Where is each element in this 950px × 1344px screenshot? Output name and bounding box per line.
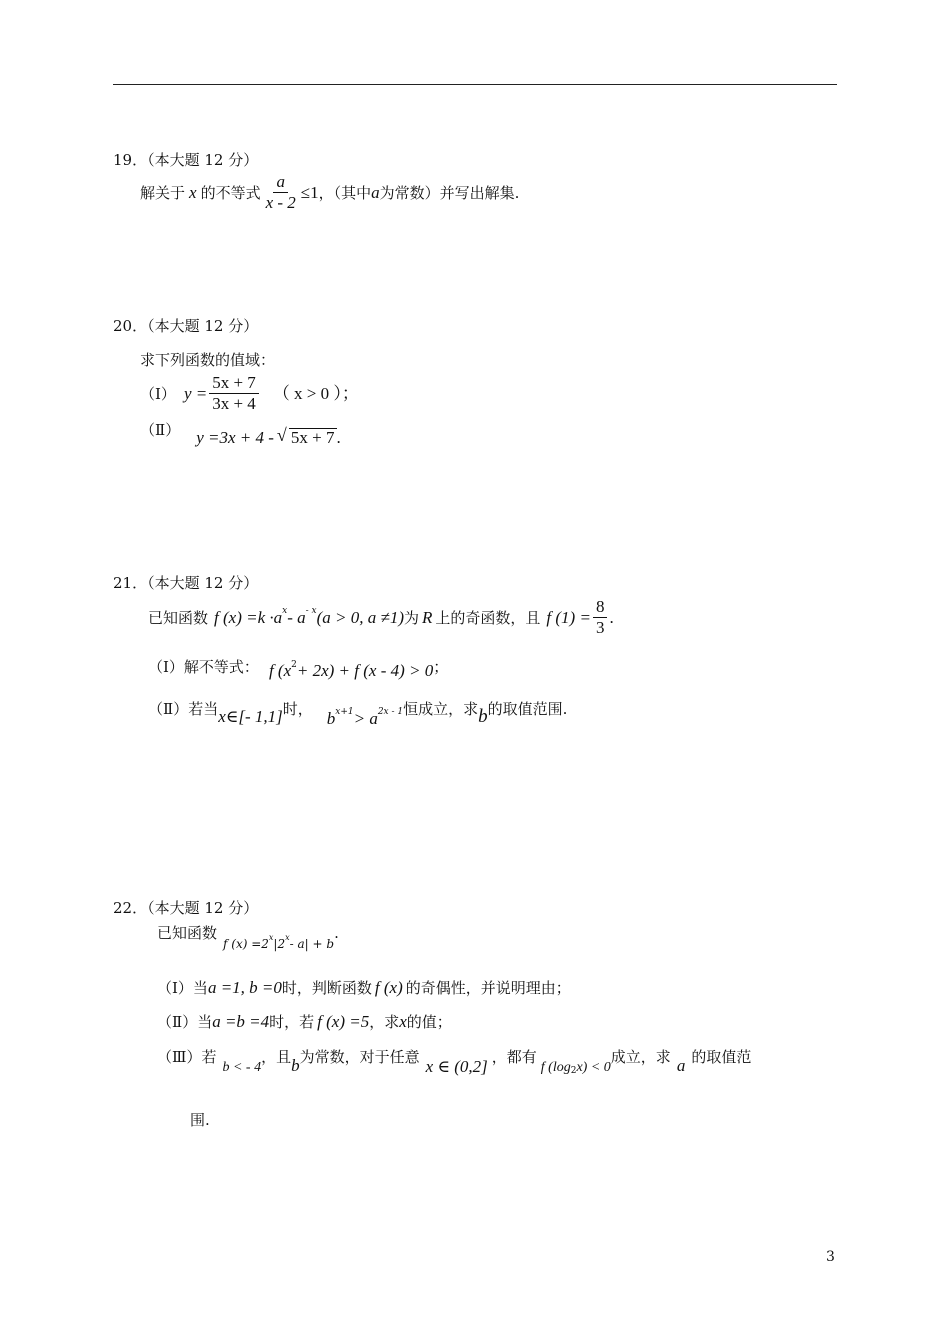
- q22-func: |2: [273, 937, 286, 951]
- q22-p2-cond: a =b =4: [212, 1012, 270, 1031]
- header-rule: [113, 84, 837, 85]
- q21-p1-expr: f (x: [268, 661, 292, 680]
- q22-p2-text: 的值；: [406, 1013, 452, 1031]
- q19-fraction: [263, 173, 299, 212]
- q22-func: - a| + b: [289, 937, 335, 951]
- q22-func-end: .: [334, 924, 339, 942]
- q22-p1-fx: f (x): [374, 978, 403, 997]
- q21-part2: [148, 699, 568, 728]
- q22-p2-var: x: [399, 1012, 407, 1031]
- q22-func: f (x) =2: [223, 937, 269, 951]
- q22-func-sup: x: [268, 933, 274, 942]
- q22-intro: [157, 923, 339, 951]
- q20-p1-num: 5x + 7: [209, 374, 259, 394]
- q21-p1-end: ；: [433, 658, 449, 676]
- q22-p2-label: （Ⅱ）当: [157, 1013, 213, 1031]
- q21-expr: - a: [287, 607, 306, 627]
- q22-func-sup: x: [285, 933, 290, 942]
- q21-p2-var: b: [478, 706, 488, 727]
- q19-var-x: x: [189, 182, 197, 202]
- q20-p2-expr: y =3x + 4 -: [196, 428, 274, 447]
- q22-p3-text: ，都有: [491, 1048, 537, 1066]
- q19-frac-num: a: [273, 173, 288, 193]
- q21-p1-sup: 2: [291, 660, 297, 670]
- q22-p3-var-b: b: [291, 1056, 300, 1075]
- q21-frac-num: 8: [593, 598, 608, 618]
- q19-relation: ≤1: [300, 182, 319, 202]
- q21-text: 上的奇函数，且: [435, 608, 541, 627]
- q22-p2-text: ，求: [369, 1013, 400, 1031]
- q22-p3-expr: f (log: [540, 1060, 571, 1075]
- q22-intro-text: 已知函数: [157, 924, 218, 942]
- q21-p2-text: 的取值范围.: [487, 700, 568, 718]
- q19-var-a: a: [371, 182, 380, 202]
- q20-p1-condition: （ x > 0 ）；: [272, 383, 359, 403]
- q20-intro: 求下列函数的值域：: [140, 351, 276, 369]
- q21-p2-gt: > a: [353, 709, 378, 728]
- q21-text: 为: [403, 608, 419, 627]
- q20-p1-fraction: [209, 374, 259, 413]
- q22-p3-cond: x ∈ (0,2]: [425, 1057, 488, 1076]
- q20-part2: [140, 421, 341, 448]
- q22-p3-text: 的取值范: [691, 1048, 752, 1066]
- q20-p2-end: .: [336, 428, 341, 447]
- q20-heading: 20．（本大题 12 分）: [113, 317, 259, 335]
- q22-part2: [157, 1012, 452, 1032]
- q22-heading: 22．（本大题 12 分）: [113, 899, 259, 917]
- q21-p2-sup: 2x - 1: [377, 707, 404, 717]
- q19-heading: 19．（本大题 12 分）: [113, 151, 259, 169]
- q22-p3-expr: x) < 0: [576, 1060, 611, 1075]
- q22-p3-text: ，且: [261, 1048, 292, 1066]
- q22-p3-text: 成立，求: [610, 1048, 671, 1066]
- q22-p1-cond: a =1, b =0: [207, 978, 282, 997]
- q20-p1-den: 3x + 4: [212, 394, 256, 413]
- q19-frac-den: x - 2: [265, 193, 296, 212]
- q22-p3-var-a: a: [676, 1056, 686, 1075]
- q22-p3-cond: b < - 4: [222, 1060, 262, 1075]
- q21-heading: 21．（本大题 12 分）: [113, 574, 259, 592]
- q20-p2-radicand: 5x + 7: [290, 428, 335, 447]
- q21-p2-cond: x∈[- 1,1]: [218, 707, 283, 726]
- q19-text: 的不等式: [200, 183, 261, 202]
- q20-p1-label: （Ⅰ）: [140, 384, 176, 403]
- q22-part3: [157, 1047, 837, 1076]
- q19-text: 解关于: [140, 183, 186, 202]
- q22-p3-sub: 2: [570, 1066, 577, 1076]
- q21-end: .: [609, 607, 614, 627]
- q22-p3-continuation: 围.: [190, 1111, 210, 1129]
- q20-p2-label: （Ⅱ）: [140, 421, 181, 439]
- q21-part1: [148, 657, 449, 680]
- q22-p3-text: 为常数，对于任意: [299, 1048, 420, 1066]
- q21-p2-sup: x+1: [335, 707, 354, 717]
- q21-text: 已知函数: [148, 608, 209, 627]
- q19-text: 为常数）并写出解集.: [379, 183, 520, 202]
- q21-frac-den: 3: [595, 618, 605, 637]
- q22-p3-label: （Ⅲ）若: [157, 1048, 217, 1066]
- q22-p2-text: 时，若: [269, 1013, 315, 1031]
- q21-expr: (a > 0, a ≠1): [316, 607, 404, 627]
- page-number: 3: [826, 1249, 835, 1265]
- q20-p2-sqrt: [276, 425, 337, 448]
- q21-expr: f (x) =k ·a: [214, 607, 283, 627]
- q19-statement: [140, 173, 519, 212]
- q22-part1: [157, 978, 571, 998]
- q21-p1-expr: + 2x) + f (x - 4) > 0: [296, 661, 434, 680]
- q21-sup: x: [282, 605, 288, 616]
- q20-p1-lhs: y =: [183, 383, 208, 403]
- q21-p2-text: 时，: [282, 700, 313, 718]
- q22-p1-text: 的奇偶性，并说明理由；: [405, 979, 571, 997]
- q22-p1-label: （Ⅰ）当: [157, 979, 208, 997]
- q21-expr: f (1) =: [546, 607, 591, 627]
- q21-fraction: [593, 598, 608, 637]
- q21-var-r: R: [422, 607, 433, 627]
- q21-p1-label: （Ⅰ）解不等式：: [148, 658, 259, 676]
- q21-sup: - x: [305, 605, 317, 616]
- q21-p2-text: 恒成立，求: [403, 700, 479, 718]
- q21-p2-label: （Ⅱ）若当: [148, 700, 219, 718]
- q22-p1-text: 时，判断函数: [281, 979, 372, 997]
- q20-part1: [140, 374, 359, 413]
- radical-sign-icon: √: [276, 425, 287, 445]
- q21-p2-b: b: [326, 709, 336, 728]
- q22-p2-fx: f (x) =5: [317, 1012, 370, 1031]
- q19-text: ，（其中: [318, 183, 372, 202]
- q21-statement: [148, 598, 614, 637]
